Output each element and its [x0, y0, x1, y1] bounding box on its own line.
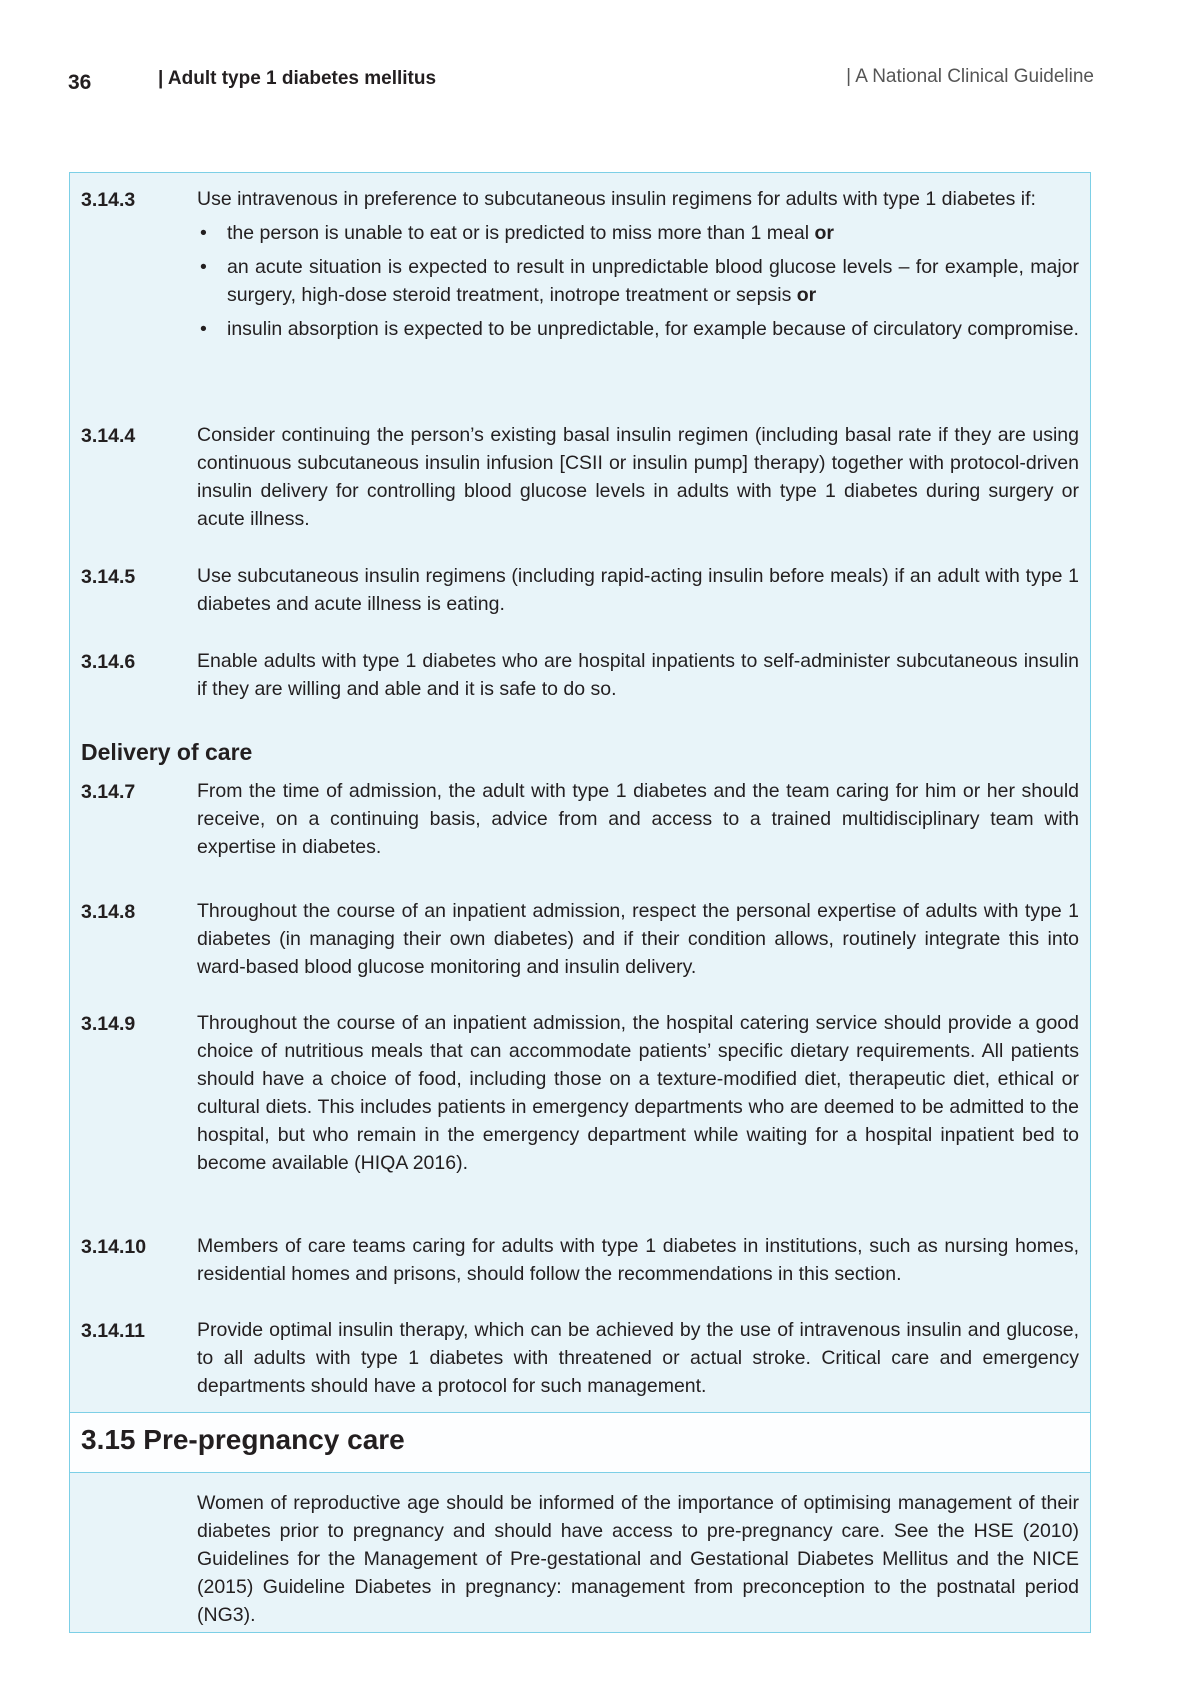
- recommendation-text: Consider continuing the person’s existing basal insulin regimen (including basal rate if they are using continuous subcutaneous insulin infusion [CSII or insulin pump] therapy) together with protocol-driven insulin delivery for controlling blood glucose levels in adults with type 1 diabetes during surgery or acute illness.: [197, 424, 1079, 530]
- recommendation-text: Throughout the course of an inpatient admission, the hospital catering service should provide a good choice of nutritious meals that can accommodate patients’ specific dietary requirements. All patients should have a choice of food, including those on a texture-modified diet, therapeutic diet, ethical or cultural diets. This includes patients in emergency departments who are deemed to be admitted to the hospital, but who remain in the emergency department while waiting for a hospital inpatient bed to become available (HIQA 2016).: [197, 1012, 1079, 1174]
- recommendation-number: 3.14.6: [81, 651, 136, 673]
- section-text: Women of reproductive age should be informed of the importance of optimising management of their diabetes prior to pregnancy and should have access to pre-pregnancy care. See the HSE (2010) Guidelines for the Management of Pre-gestational and Gestational Diabetes Mellitus and the NICE (2015) Guideline Diabetes in pregnancy: management from preconception to the postnatal period (NG3).: [197, 1492, 1079, 1626]
- page-number: 36: [68, 71, 92, 94]
- recommendation-text: From the time of admission, the adult with type 1 diabetes and the team caring for him or her should receive, on a continuing basis, advice from and access to a trained multidisciplinary team with expertise in diabetes.: [197, 780, 1079, 858]
- recommendation-intro: Use intravenous in preference to subcutaneous insulin regimens for adults with type 1 diabetes if:: [197, 188, 1036, 210]
- recommendation-number: 3.14.9: [81, 1013, 136, 1035]
- recommendation-number: 3.14.7: [81, 781, 136, 803]
- list-item: • an acute situation is expected to result in unpredictable blood glucose levels – for example, major surgery, high-dose steroid treatment, inotrope treatment or sepsis or: [197, 253, 1079, 309]
- recommendation-text: Throughout the course of an inpatient admission, respect the personal expertise of adults with type 1 diabetes (in managing their own diabetes) and if their condition allows, routinely integrate this into ward-based blood glucose monitoring and insulin delivery.: [197, 900, 1079, 978]
- running-guideline-label: | A National Clinical Guideline: [846, 66, 1094, 87]
- recommendation-text: [197, 185, 1079, 343]
- recommendation-text: Use subcutaneous insulin regimens (including rapid-acting insulin before meals) if an adult with type 1 diabetes and acute illness is eating.: [197, 565, 1079, 615]
- recommendation-number: 3.14.8: [81, 901, 136, 923]
- recommendation-number: 3.14.3: [81, 189, 136, 211]
- or-connector: or: [796, 284, 817, 306]
- recommendation-text: Members of care teams caring for adults with type 1 diabetes in institutions, such as nursing homes, residential homes and prisons, should follow the recommendations in this section.: [197, 1235, 1079, 1285]
- recommendation-text: Enable adults with type 1 diabetes who are hospital inpatients to self-administer subcutaneous insulin if they are willing and able and it is safe to do so.: [197, 650, 1079, 700]
- section-title: 3.15 Pre-pregnancy care: [81, 1424, 405, 1455]
- running-title: | Adult type 1 diabetes mellitus: [158, 68, 437, 89]
- recommendation-number: 3.14.4: [81, 425, 136, 447]
- condition-list: [197, 219, 1079, 343]
- recommendation-number: 3.14.5: [81, 566, 136, 588]
- list-item: • insulin absorption is expected to be unpredictable, for example because of circulatory compromise.: [197, 315, 1079, 343]
- recommendations-panel: [69, 172, 1091, 1633]
- recommendation-text: Provide optimal insulin therapy, which can be achieved by the use of intravenous insulin and glucose, to all adults with type 1 diabetes with threatened or actual stroke. Critical care and emergency departments should have a protocol for such management.: [197, 1319, 1079, 1397]
- delivery-of-care-heading: Delivery of care: [81, 739, 253, 765]
- recommendation-number: 3.14.10: [81, 1236, 147, 1258]
- section-heading-bar: [70, 1412, 1090, 1473]
- recommendation-number: 3.14.11: [81, 1320, 145, 1342]
- or-connector: or: [814, 222, 834, 244]
- list-item: • the person is unable to eat or is predicted to miss more than 1 meal or: [197, 219, 1079, 247]
